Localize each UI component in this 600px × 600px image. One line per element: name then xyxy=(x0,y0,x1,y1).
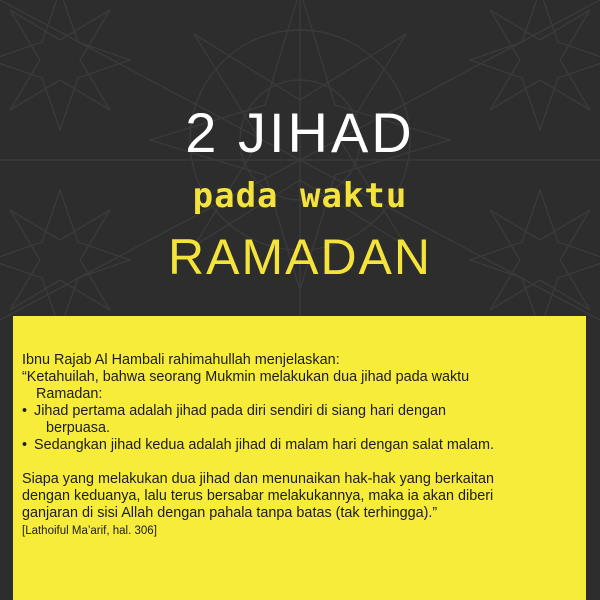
quote-line-2: Ramadan: xyxy=(36,386,103,402)
quote-text-block xyxy=(22,352,582,538)
closing-line-3: ganjaran di sisi Allah dengan pahala tanpa batas (tak terhingga).” xyxy=(22,505,438,521)
quote-line-1: “Ketahuilah, bahwa seorang Mukmin melakukan dua jihad pada waktu xyxy=(22,369,470,385)
intro-line: Ibnu Rajab Al Hambali rahimahullah menjelaskan: xyxy=(22,352,340,368)
bullet-item-1 xyxy=(22,403,582,437)
bullet-item-2 xyxy=(22,437,582,454)
bullet-text-line: Sedangkan jihad kedua adalah jihad di malam hari dengan salat malam. xyxy=(34,437,495,453)
bullet-text-continuation: berpuasa. xyxy=(46,420,111,436)
quote-card xyxy=(13,316,586,600)
bullet-text-line: Jihad pertama adalah jihad pada diri sendiri di siang hari dengan xyxy=(34,403,447,419)
spacer xyxy=(22,454,582,471)
title-subheading: pada waktu xyxy=(192,176,408,216)
closing-line-1: Siapa yang melakukan dua jihad dan menunaikan hak-hak yang berkaitan xyxy=(22,471,495,487)
title-heading: 2 JIHAD xyxy=(185,101,415,164)
reference-citation: [Lathoiful Ma’arif, hal. 306] xyxy=(22,525,157,537)
bullet-marker: • xyxy=(22,403,28,419)
bullet-marker: • xyxy=(22,437,28,453)
closing-line-2: dengan keduanya, lalu terus bersabar melakukannya, maka ia akan diberi xyxy=(22,488,494,504)
title-ramadan: RAMADAN xyxy=(167,229,433,285)
